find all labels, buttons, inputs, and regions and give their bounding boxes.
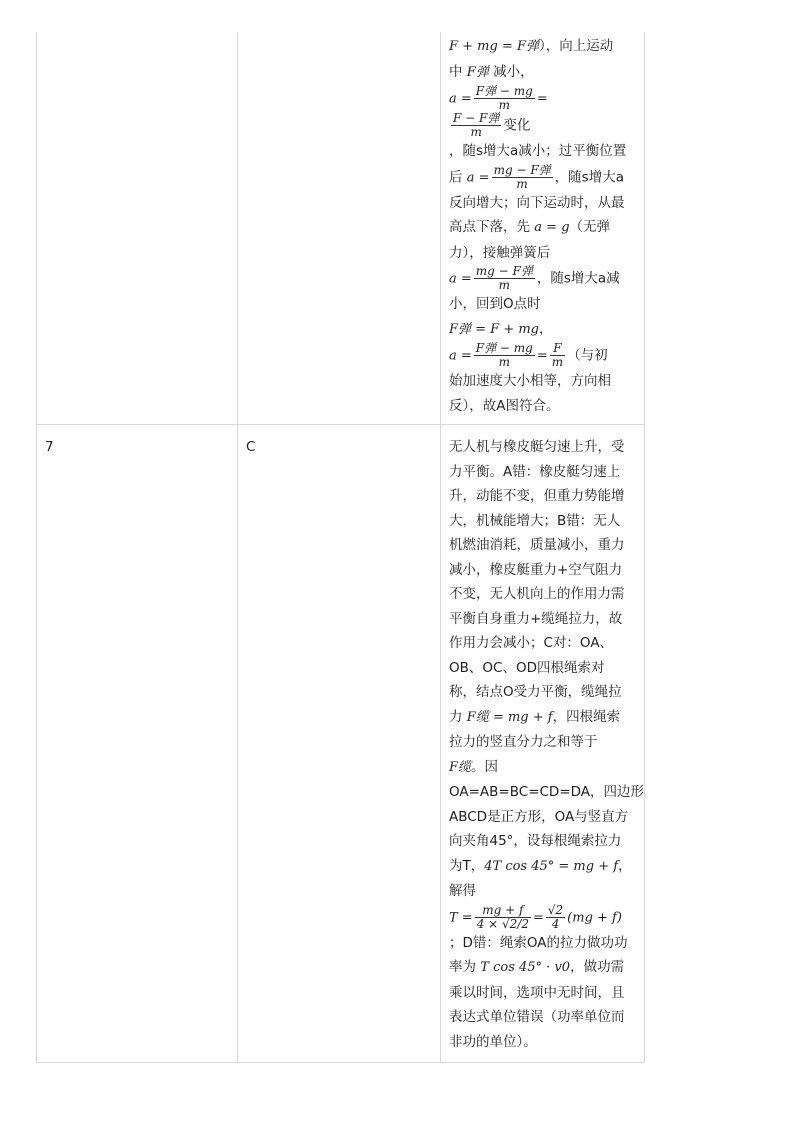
fraction	[474, 85, 535, 112]
explanation-line: ，随s增大a减小；过平衡位置	[449, 143, 627, 159]
equation: F缆	[449, 759, 472, 775]
text: （与初	[567, 347, 608, 364]
fraction-denominator: m	[498, 355, 511, 369]
fraction	[451, 112, 501, 139]
explanation-line	[449, 955, 636, 981]
fraction-denominator: m	[470, 125, 482, 139]
explanation-line	[449, 342, 636, 369]
fraction-numerator: mg − F弹	[493, 162, 551, 177]
explanation-text	[441, 425, 644, 1062]
fraction	[492, 164, 553, 191]
explanation-line: 拉力的竖直分力之和等于	[449, 734, 598, 750]
answer-cell	[238, 425, 441, 1063]
explanation-line	[449, 317, 636, 343]
equation: F缆 = mg + f	[466, 709, 553, 725]
text: （无弹	[569, 219, 611, 235]
explanation-line: 乘以时间，选项中无时间，且	[449, 984, 625, 1001]
question-number-cell	[37, 32, 238, 425]
explanation-line	[449, 854, 636, 880]
explanation-line	[449, 705, 636, 731]
explanation-line: 反向增大；向下运动时，从最	[449, 194, 625, 211]
explanation-line	[449, 755, 636, 781]
explanation-line: 力平衡。A错：橡皮艇匀速上	[449, 463, 621, 480]
text: ，	[539, 320, 553, 337]
explanation-line: 解得	[449, 883, 476, 899]
text: 后	[449, 169, 467, 185]
explanation-line: 无人机与橡皮艇匀速上升，受	[449, 439, 625, 455]
explanation-line: 升，动能不变，但重力势能增	[449, 488, 625, 504]
equation: a =	[449, 271, 472, 287]
explanation-line: 小，回到O点时	[449, 296, 541, 312]
explanation-line: 表达式单位错误（功率单位而	[449, 1009, 625, 1025]
explanation-line: 称，结点O受力平衡，缆绳拉	[449, 684, 622, 700]
equation: F + mg = F弹	[449, 39, 540, 54]
text: 中	[449, 63, 467, 80]
answer-cell	[238, 32, 441, 425]
explanation-line: 非功的单位）。	[449, 1033, 537, 1050]
text: ），向上运动	[539, 38, 614, 54]
equation: a =	[449, 348, 472, 364]
text: 变化	[503, 117, 531, 134]
text: 为T，	[449, 857, 485, 874]
fraction-denominator: m	[516, 176, 528, 191]
equation: F弹	[466, 64, 489, 80]
explanation-line: OA=AB=BC=CD=DA，四边形	[449, 784, 645, 800]
text: 率为	[449, 959, 481, 975]
equation: =	[536, 91, 548, 107]
explanation-line: 力），接触弹簧后	[449, 244, 551, 261]
fraction	[475, 904, 531, 931]
explanation-text	[441, 32, 644, 424]
table-row	[37, 32, 645, 425]
question-number-cell	[37, 425, 238, 1063]
explanation-line: 机燃油消耗，质量减小，重力	[449, 537, 625, 553]
equation: T cos 45° · v0	[480, 960, 571, 975]
explanation-line: 始加速度大小相等，方向相	[449, 373, 611, 389]
explanation-line	[449, 85, 636, 112]
explanation-line	[449, 904, 636, 931]
fraction-denominator: 4 × √2/2	[476, 916, 529, 931]
explanation-line	[449, 265, 636, 292]
explanation-line	[449, 164, 636, 191]
answer-table	[36, 32, 645, 1063]
fraction-numerator: mg − F弹	[475, 264, 533, 278]
fraction-numerator: F − F弹	[453, 111, 500, 125]
explanation-line: 不变，无人机向上的作用力需	[449, 586, 625, 602]
explanation-line	[449, 112, 636, 139]
text: ，	[618, 857, 632, 874]
fraction-numerator: F弹 − mg	[475, 84, 533, 98]
equation: (mg + f)	[567, 910, 622, 925]
explanation-cell	[441, 425, 645, 1063]
fraction-numerator: mg + f	[475, 904, 531, 918]
question-number: 7	[45, 439, 54, 455]
equation: T =	[449, 910, 473, 925]
equation: 4T cos 45° = mg + f	[484, 858, 619, 874]
explanation-line: OB、OC、OD四根绳索对	[449, 659, 605, 676]
fraction-numerator: √2	[547, 902, 564, 917]
explanation-line: 大，机械能增大；B错：无人	[449, 512, 621, 529]
text: 。因	[471, 758, 499, 775]
explanation-line: 反），故A图符合。	[449, 397, 560, 414]
fraction-denominator: m	[551, 355, 564, 369]
fraction-denominator: m	[498, 278, 511, 292]
equation: =	[532, 910, 544, 925]
fraction	[546, 904, 565, 931]
equation: a =	[466, 170, 490, 185]
table-row	[37, 425, 645, 1063]
equation: =	[536, 348, 548, 364]
equation: a = g	[534, 220, 570, 235]
explanation-line: 平衡自身重力+缆绳拉力，故	[449, 610, 623, 627]
explanation-line	[449, 34, 636, 60]
explanation-line: ；D错：绳索OA的拉力做功功	[449, 934, 628, 951]
fraction-numerator: F弹 − mg	[475, 341, 533, 355]
explanation-line: 减小，橡皮艇重力+空气阻力	[449, 561, 623, 578]
text: 力	[449, 708, 467, 725]
explanation-line: 向夹角45°，设每根绳索拉力	[449, 833, 622, 849]
explanation-cell	[441, 32, 645, 425]
text: ，随s增大a减	[536, 270, 620, 287]
explanation-line: 作用力会减小；C对：OA、	[449, 635, 614, 651]
equation: F弹 = F + mg	[449, 321, 540, 337]
equation: a =	[449, 91, 472, 107]
fraction-denominator: 4	[551, 916, 560, 931]
explanation-line	[449, 60, 636, 86]
fraction-denominator: m	[498, 98, 511, 112]
text: 高点下落，先	[449, 219, 535, 235]
fraction	[474, 342, 535, 369]
fraction	[474, 265, 535, 292]
text: ，四根绳索	[552, 708, 621, 725]
explanation-line	[449, 215, 636, 241]
text: 减小，	[488, 63, 534, 80]
answer-value: C	[246, 439, 256, 455]
text: ，做功需	[570, 959, 625, 975]
fraction	[550, 342, 565, 369]
explanation-line: ABCD是正方形，OA与竖直方	[449, 808, 629, 825]
fraction-numerator: F	[550, 342, 565, 356]
text: ，随s增大a	[554, 169, 624, 185]
